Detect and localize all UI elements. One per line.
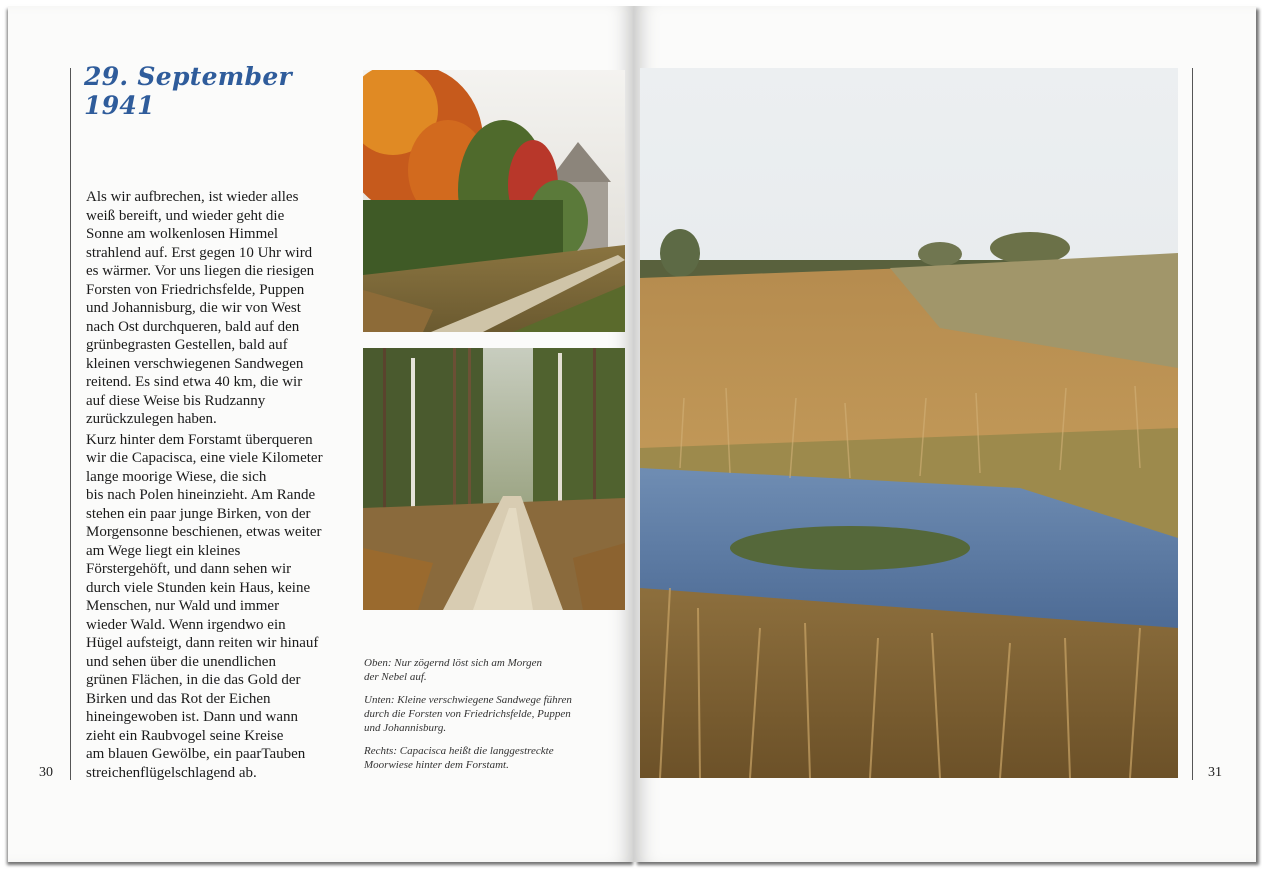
misty-forest-path-photo — [363, 70, 625, 332]
body-text-line: durch viele Stunden kein Haus, keine — [86, 579, 311, 596]
body-paragraph — [86, 188, 348, 429]
caption-line: durch die Forsten von Friedrichsfelde, Puppen — [364, 708, 571, 720]
body-text-line: weiß bereift, und wieder geht die — [86, 207, 285, 224]
chapter-title: 29. September 1941 — [84, 62, 293, 120]
right-margin-rule — [1192, 68, 1193, 780]
body-text-line: Förstergehöft, und dann sehen wir — [86, 561, 292, 577]
caption-line: Oben: Nur zögernd löst sich am Morgen — [364, 657, 543, 669]
body-text-line: strahlend auf. Erst gegen 10 Uhr wird — [86, 244, 313, 261]
caption-right-photo — [364, 744, 626, 772]
body-text — [86, 188, 348, 782]
body-text-line: am blauen Gewölbe, ein paarTauben — [86, 746, 306, 762]
body-text-line: grünen Flächen, in die das Gold der — [86, 672, 301, 688]
body-paragraph — [86, 431, 348, 783]
page-number-right: 31 — [1208, 765, 1222, 780]
caption-line: und Johannisburg. — [364, 722, 447, 734]
left-margin-rule — [70, 68, 71, 780]
photo-captions — [364, 656, 626, 781]
body-text-line: Als wir aufbrechen, ist wieder alles — [86, 189, 299, 205]
body-text-line: Kurz hinter dem Forstamt überqueren — [86, 431, 313, 448]
caption-line: der Nebel auf. — [364, 671, 427, 683]
body-text-line: stehen ein paar junge Birken, von der — [86, 505, 311, 522]
body-text-line: Forsten von Friedrichsfelde, Puppen — [86, 281, 305, 298]
body-text-line: wieder Wald. Wenn irgendwo ein — [86, 616, 286, 633]
body-text-line: grünbegrasten Gestellen, bald auf — [86, 337, 288, 353]
body-text-line: Morgensonne beschienen, etwas weiter — [86, 524, 322, 540]
body-text-line: bis nach Polen hineinzieht. Am Rande — [86, 487, 316, 503]
body-text-line: zurückzulegen haben. — [86, 411, 217, 427]
body-text-line: wir die Capacisca, eine viele Kilometer — [86, 450, 323, 466]
body-text-line: und sehen über die unendlichen — [86, 653, 276, 670]
body-text-line: Menschen, nur Wald und immer — [86, 598, 280, 614]
body-text-line: es wärmer. Vor uns liegen die riesigen — [86, 263, 315, 279]
body-text-line: Birken und das Rot der Eichen — [86, 690, 271, 707]
moor-meadow-photo — [640, 68, 1178, 778]
body-text-line: lange moorige Wiese, die sich — [86, 468, 267, 485]
caption-line: Rechts: Capacisca heißt die langgestreckte — [364, 745, 554, 757]
body-text-line: und Johannisburg, die wir von West — [86, 300, 301, 316]
body-text-line: Sonne am wolkenlosen Himmel — [86, 226, 279, 242]
body-text-line: kleinen verschwiegenen Sandwegen — [86, 355, 304, 372]
body-text-line: hineingewoben ist. Dann und wann — [86, 709, 299, 725]
body-text-line: zieht ein Raubvogel seine Kreise — [86, 727, 284, 744]
body-text-line: streichenflügelschlagend ab. — [86, 764, 257, 781]
body-text-line: reitend. Es sind etwa 40 km, die wir — [86, 374, 303, 390]
caption-top-photo — [364, 656, 626, 684]
body-text-line: Hügel aufsteigt, dann reiten wir hinauf — [86, 635, 319, 651]
page-number-left: 30 — [39, 765, 53, 780]
caption-line: Moorwiese hinter dem Forstamt. — [364, 759, 509, 771]
caption-bottom-photo — [364, 693, 626, 735]
sandy-forest-road-photo — [363, 348, 625, 610]
body-text-line: auf diese Weise bis Rudzanny — [86, 392, 266, 409]
body-text-line: nach Ost durchqueren, bald auf den — [86, 318, 300, 335]
caption-line: Unten: Kleine verschwiegene Sandwege führen — [364, 694, 572, 706]
body-text-line: am Wege liegt ein kleines — [86, 542, 241, 559]
